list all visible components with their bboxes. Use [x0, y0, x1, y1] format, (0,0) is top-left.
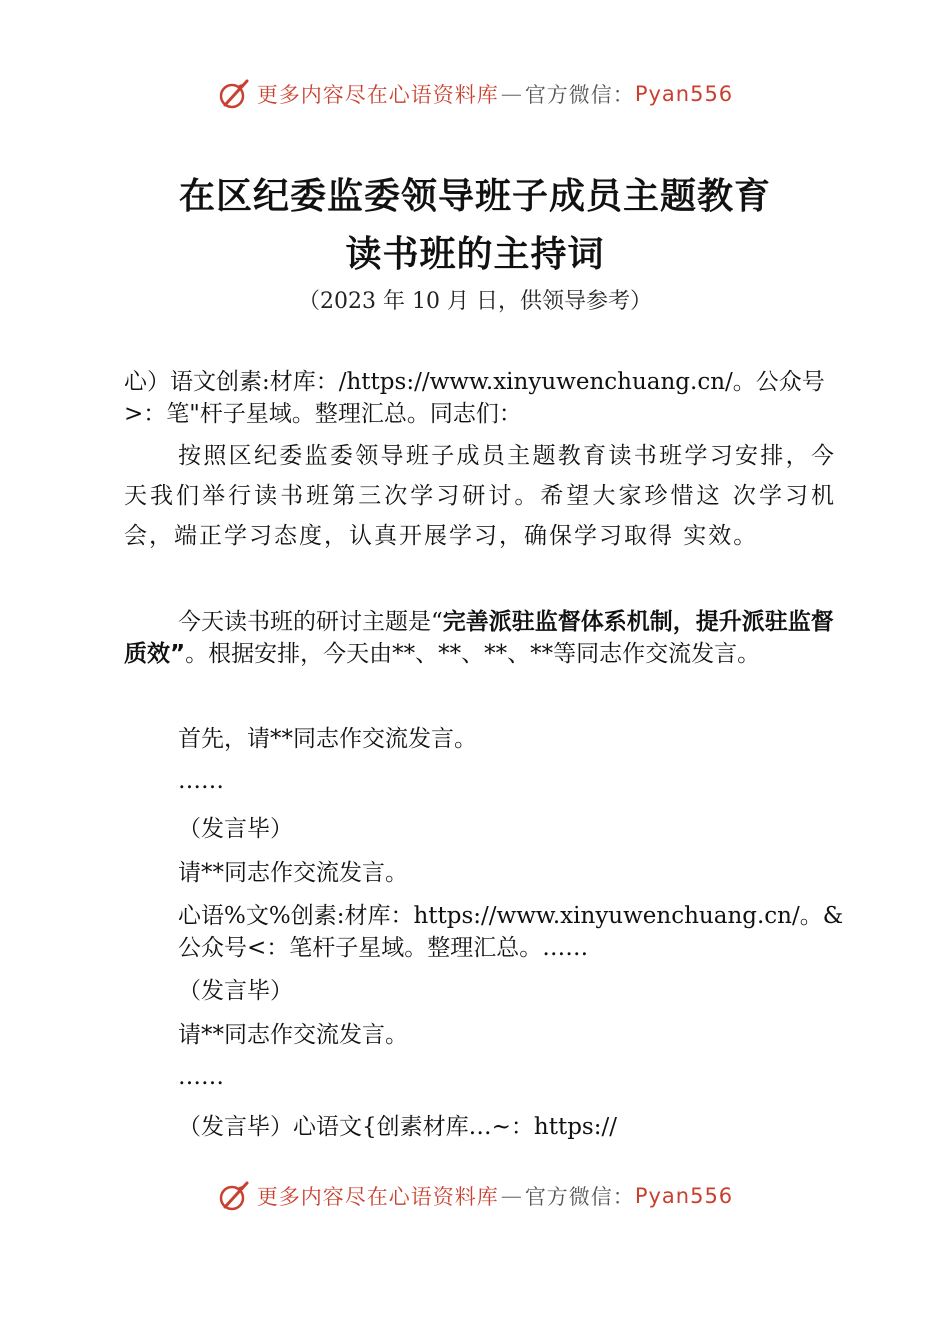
topic-prefix: 今天读书班的研讨主题是“: [178, 609, 443, 635]
watermark-wechat-id: Pyan556: [634, 1184, 734, 1208]
header-watermark: [0, 74, 950, 114]
quill-logo-icon: [217, 77, 251, 111]
footer-watermark: [0, 1176, 950, 1216]
watermark-dash: —: [500, 1184, 523, 1208]
speech-end-1: （发言毕）: [178, 816, 293, 842]
speech-call-2: 请**同志作交流发言。: [178, 860, 408, 886]
source-note-paragraph: 心）语文创素:材库：/https://www.xinyuwenchuang.cn/。公众号>：笔"杆子星域。整理汇总。同志们：: [124, 369, 825, 427]
speech-end-2: （发言毕）: [178, 978, 293, 1004]
speech-end-3: （发言毕）心语文{创素材库…~：https://: [178, 1114, 617, 1140]
speech-call-3: 请**同志作交流发言。: [178, 1022, 408, 1048]
topic-theme: 完善派驻监督体系机制，提升派驻监督质效”: [124, 609, 834, 667]
source-note-paragraph-2: 心语%文%创素:材库：https://www.xinyuwenchuang.cn/。&公众号<：笔杆子星域。整理汇总。……: [178, 903, 844, 961]
topic-paragraph: [124, 606, 836, 670]
document-title-line-2: 读书班的主持词: [345, 234, 605, 275]
ellipsis-2: ……: [178, 1064, 224, 1090]
watermark-wechat-id: Pyan556: [634, 82, 734, 106]
document-title-line-1: 在区纪委监委领导班子成员主题教育: [178, 176, 771, 217]
intro-paragraph: 按照区纪委监委领导班子成员主题教育读书班学习安排，今天我们举行读书班第三次学习研讨。希望大家珍惜这 次学习机会，端正学习态度，认真开展学习，确保学习取得 实效。: [124, 443, 836, 549]
speech-call-1: 首先，请**同志作交流发言。: [178, 726, 477, 752]
watermark-wechat-label: 官方微信：: [524, 83, 635, 107]
topic-suffix: 。根据安排，今天由**、**、**、**等同志作交流发言。: [185, 641, 761, 667]
quill-logo-icon: [217, 1179, 251, 1213]
watermark-text: 更多内容尽在心语资料库: [256, 1185, 499, 1209]
watermark-wechat-label: 官方微信：: [524, 1185, 635, 1209]
watermark-text: 更多内容尽在心语资料库: [256, 83, 499, 107]
watermark-dash: —: [500, 82, 523, 106]
document-subtitle: （2023 年 10 月 日，供领导参考）: [298, 289, 652, 314]
ellipsis-1: ……: [178, 768, 224, 794]
